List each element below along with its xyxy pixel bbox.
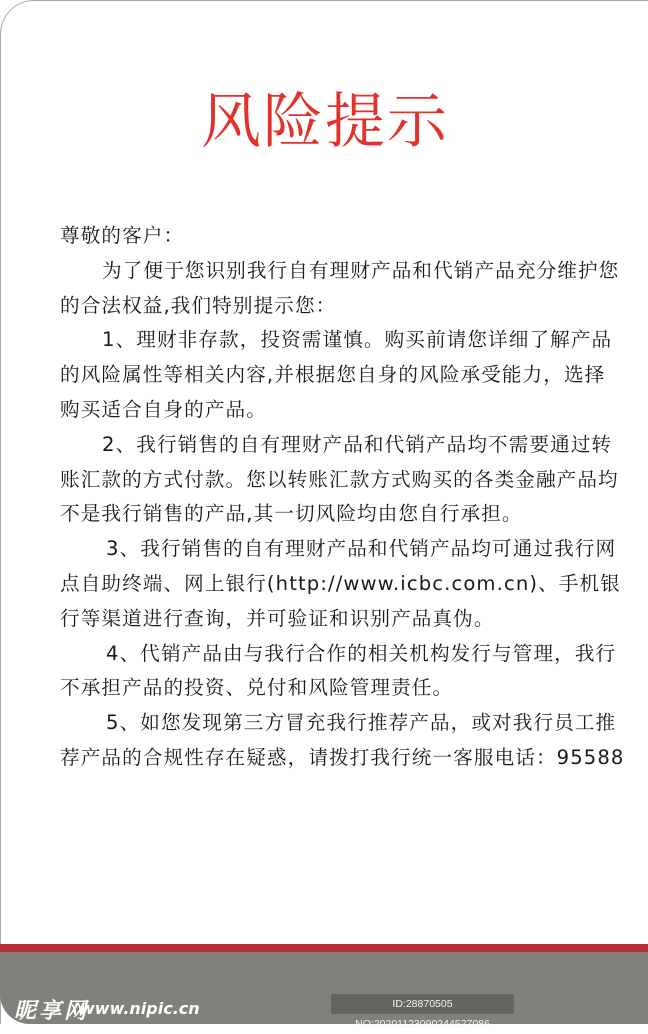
page-title: 风险提示 (201, 87, 449, 157)
watermark-logo: 昵享网 (14, 999, 90, 1024)
notice-item-4: 4、代销产品由与我行合作的相关机构发行与管理，我行不承担产品的投资、兑付和风险管理责任。 (60, 641, 617, 700)
notice-body (60, 219, 626, 776)
notice-item-5: 5、如您发现第三方冒充我行推荐产品，或对我行员工推荐产品的合规性存在疑惑，请拨打我行统一客服电话：95588 (60, 711, 625, 769)
salutation: 尊敬的客户： (60, 224, 185, 247)
image-id-badge: ID:28870505 NO:20201123090244527086 (331, 994, 514, 1014)
watermark-url: www.nipic.cn (80, 999, 200, 1018)
intro-paragraph: 为了便于您识别我行自有理财产品和代销产品充分维护您的合法权益,我们特别提示您： (60, 258, 620, 317)
notice-item-1: 1、理财非存款，投资需谨慎。购买前请您详细了解产品的风险属性等相关内容,并根据您自身的风险承受能力，选择购买适合自身的产品。 (60, 328, 613, 421)
notice-item-2: 2、我行销售的自有理财产品和代销产品均不需要通过转账汇款的方式付款。您以转账汇款方式购买的各类金融产品均不是我行销售的产品,其一切风险均由您自行承担。 (60, 432, 619, 526)
red-divider-stripe (0, 944, 648, 952)
notice-item-3: 3、我行销售的自有理财产品和代销产品均可通过我行网点自助终端、网上银行(http://www.icbc.com.cn)、手机银行等渠道进行查询，并可验证和识别产品真伪。 (60, 537, 621, 630)
